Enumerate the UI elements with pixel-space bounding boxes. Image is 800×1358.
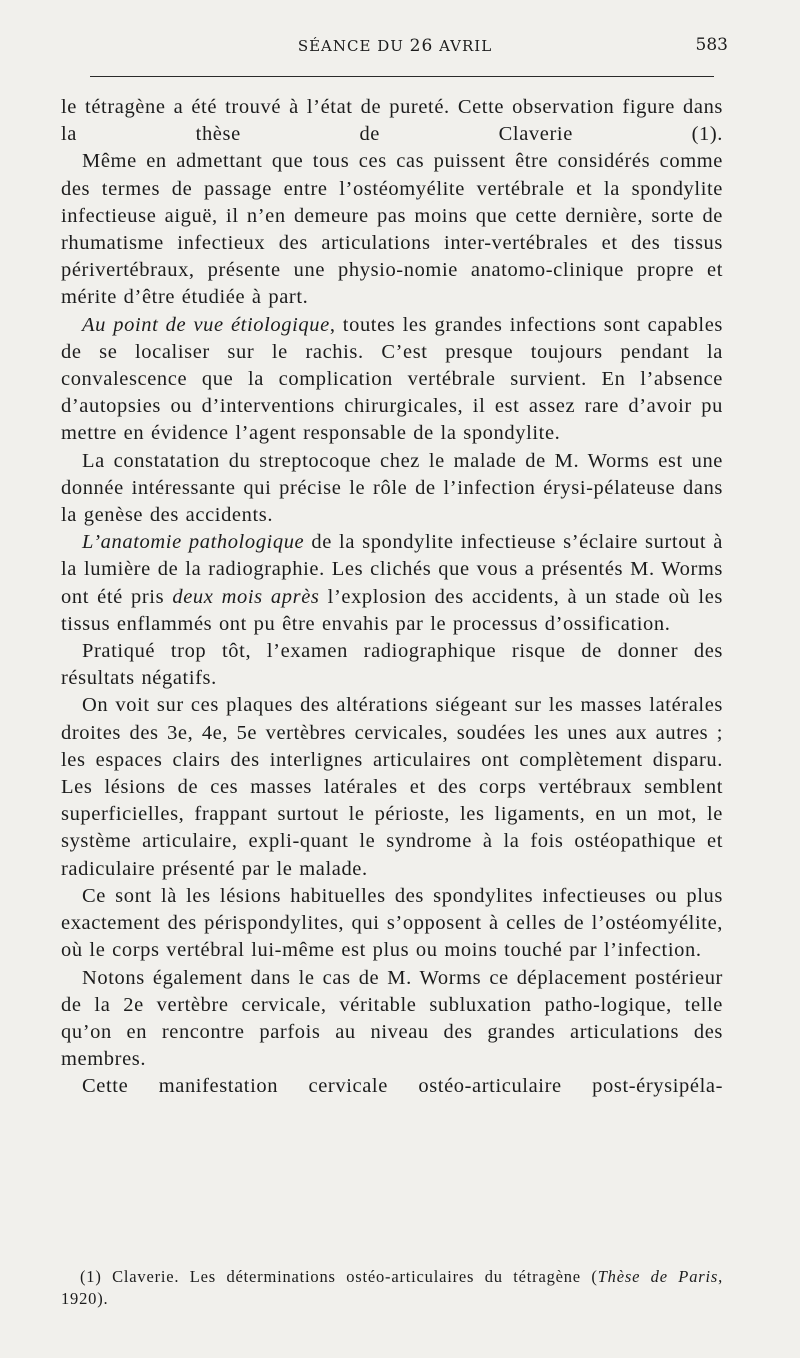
paragraph: On voit sur ces plaques des altérations siégeant sur les masses latérales droites des 3e, 4e, 5e vertèbres cervicales, soudées les unes aux autres ; les espaces clairs des interlignes articulaires ont complètement disparu. Les lésions de ces masses latérales et des corps vertébraux semblent superficielles, frappant surtout le périoste, les ligaments, en un mot, le système articulaire, expli-quant le syndrome à la fois ostéopathique et radiculaire présenté par le malade. (61, 694, 723, 880)
page-header (62, 36, 728, 58)
body-text (61, 94, 723, 1101)
page-number: 583 (695, 35, 728, 55)
paragraph: La constatation du streptocoque chez le malade de M. Worms est une donnée intéressante qui précise le rôle de l’infection érysi-pélateuse dans la genèse des accidents. (61, 449, 723, 527)
footnote (61, 1266, 723, 1310)
running-title-date: 26 (409, 36, 434, 56)
header-rule (90, 76, 714, 77)
paragraph (61, 529, 723, 638)
italic-phrase: deux mois après (172, 585, 320, 608)
footnote-text (61, 1266, 723, 1310)
paragraph: Cette manifestation cervicale ostéo-articulaire post-érysipéla- (82, 1075, 723, 1098)
footnote-body: (1) Claverie. Les déterminations ostéo-articulaires du tétragène ( (80, 1267, 598, 1286)
paragraph-text: , toutes les grandes infections sont capables de se localiser sur le rachis. C’est presque toujours pendant la convalescence que la complication vertébrale survient. En l’absence d’autopsies ou d’interventions chirurgicales, il est assez rare d’avoir pu mettre en évidence l’agent responsable de la spondylite. (61, 313, 724, 445)
paragraph (61, 312, 723, 448)
running-title-month: AVRIL (433, 37, 493, 55)
running-title (62, 36, 728, 56)
paragraph-text: de la spondylite infectieuse s’éclaire surtout à la lumière de la radiographie. Les clichés que vous a présentés M. Worms ont été pris (61, 531, 723, 608)
footnote-end: , 1920). (61, 1267, 724, 1308)
paragraph: Même en admettant que tous ces cas puissent être considérés comme des termes de passage entre l’ostéomyélite vertébrale et la spondylite infectieuse aiguë, il n’en demeure pas moins que cette dernière, sorte de rhumatisme infectieux des articulations inter-vertébrales et des tissus périvertébraux, présente une physio-nomie anatomo-clinique propre et mérite d’être étudiée à part. (61, 150, 723, 309)
italic-heading: L’anatomie pathologique (82, 531, 305, 554)
paragraph: Ce sont là les lésions habituelles des spondylites infectieuses ou plus exactement des périspondylites, qui s’opposent à celles de l’ostéomyélite, où le corps vertébral lui-même est plus ou moins touché par l’infection. (61, 884, 723, 962)
italic-heading: Au point de vue étiologique (82, 313, 330, 336)
footnote-italic: Thèse de Paris (597, 1267, 719, 1286)
paragraph-text: l’explosion des accidents, à un stade où les tissus enflammés ont pu être envahis par le processus d’ossification. (61, 585, 723, 635)
paragraph: Notons également dans le cas de M. Worms ce déplacement postérieur de la 2e vertèbre cervicale, véritable subluxation patho-logique, telle qu’on en rencontre parfois au niveau des grandes articulations des membres. (61, 966, 723, 1071)
running-title-pre: SÉANCE DU (297, 37, 410, 55)
paragraph: Pratiqué trop tôt, l’examen radiographique risque de donner des résultats négatifs. (61, 640, 723, 690)
paragraph: le tétragène a été trouvé à l’état de pureté. Cette observation figure dans la thèse de Claverie (1). (61, 96, 723, 146)
